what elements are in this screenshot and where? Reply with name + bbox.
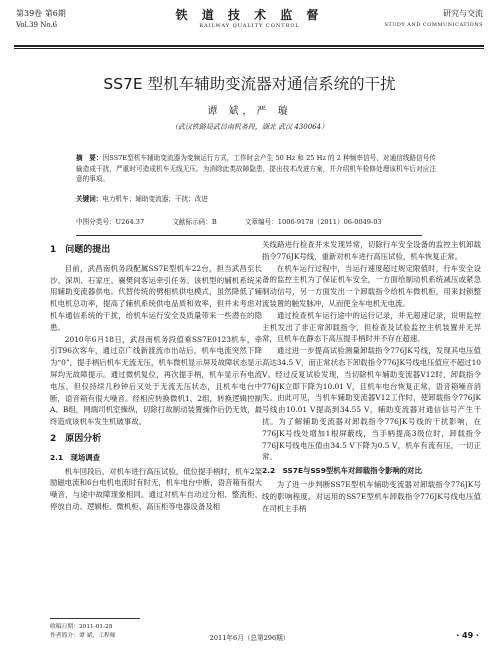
footnote-rule	[50, 618, 140, 619]
paragraph: 2010年6月18日，武昌南机务段值乘SS7E0123机车，牵引T96次客车，通过京广线新渡流市出站后，机车电流突然下降为“0”，提手柄后机车无流无压，机车微机显示屏及故障状态显示屏均无故障提示。通过微机复位，再次提手柄，机车显示有电流电压，但仅持续几秒钟后又处于无流无压状态，且机车电台中断，语音箱有很大噪音。经相应转换微机1、2组，转换逻辑控制A、B组，网端司机室操纵，切除打故制动装置操作后仍无效，最终造成该机车发生机破事故。	[50, 334, 262, 427]
author-introduction: 作者简介：谭 斌，工程师	[50, 633, 116, 639]
classification-line	[76, 216, 436, 226]
paragraph: 在机车运行过程中，当运行速度超过规定限值时，行车安全设备的监控主机为了保证机车安全，一方面给制动机系统减压或紧急制动信号，另一方面发出一个卸载指令给机车微机柜，用来封锁整流装置的触发脉冲，从而使全车电机无电流。	[262, 263, 481, 308]
abstract-rule	[76, 235, 422, 236]
paragraph: 为了进一步判断SS7E型机车辅助变流器对卸载指令776JK号线的影响程度，对运用的SS7E型机车卸载指令776JK号线电压值在司机主手柄	[262, 479, 481, 513]
issue-footer: 2011年6月（总第296期）	[209, 634, 290, 642]
running-header	[0, 6, 499, 46]
column-name-en: STUDY AND COMMUNICATIONS	[384, 22, 483, 28]
affiliation: （武汉铁路局武昌南机务段，湖北 武汉 430064）	[170, 123, 329, 131]
abstract	[76, 153, 436, 185]
journal-title-en: RAILWAY QUALITY CONTROL	[199, 23, 300, 29]
header-rule-thick	[14, 45, 484, 47]
article-title: SS7E 型机车辅助变流器对通信系统的干扰	[103, 75, 396, 93]
left-column	[50, 239, 262, 513]
section-2-1-heading: 2.1 现场调查	[50, 452, 101, 462]
article-number: 文章编号：1006-9178（2011）06-0049-03	[244, 218, 382, 226]
clc-number: 中图分类号：U264.37	[76, 218, 145, 226]
volume-number-cn: 第39卷 第6期	[16, 9, 66, 18]
paragraph: 目前，武昌南机务段配属SS7E型机车22台，担当武昌至长沙、深圳、石家庄、襄樊间客运牵引任务。该机型的辅机系统采用辅助变流器供电。代替传统的劈相机供电模式，虽然降低了辅机电机总功率，提高了辅机系统供电品质和效率，但并未考虑对机车通信系统的干扰，给机车运行安全及质量带来一些潜在的隐患。	[50, 263, 262, 332]
journal-title-cn: 铁 道 技 术 监 督	[175, 8, 324, 22]
paragraph: 关线路进行检查并未发现异常，切除行车安全设备的监控主机卸载指令776JK号线，重新对机车进行高压试验，机车恢复正常。	[262, 240, 481, 261]
header-rule-thin	[14, 48, 484, 49]
volume-number-en: Vol.39 No.6	[16, 21, 58, 29]
paragraph: 机车回段后，对机车进行高压试验，低位提手柄时，机车2架励磁电流和6台电机电流时有时无，机车电台中断，语音箱有很大噪音，与途中故障现象相同。通过对机车自动过分相、整流柜、停放自动、逻辑柜、微机柜、高压柜等电器设备及相	[50, 466, 262, 511]
section-1-heading: 1 问题的提出	[50, 245, 111, 255]
right-column	[262, 239, 481, 514]
abstract-label: 摘 要：	[76, 154, 103, 162]
abstract-text: 因SS7E型机车辅助变流器为变频运行方式，工作时会产生 50 Hz 和 25 Hz 的 2 种频率信号，对通信线路信号传输造成干扰，严重时可造成机车无线无压。为消除此类故障隐患，提出技术改进方案，并介绍机车检修处理该机车后对应注意的事项。	[76, 154, 436, 183]
keywords-label: 关键词：	[76, 195, 103, 203]
page-number: · 49 ·	[456, 631, 479, 640]
section-2-heading: 2 原因分析	[50, 433, 102, 444]
keywords	[76, 193, 436, 203]
received-date: 收稿日期：2011-01-28	[50, 624, 113, 630]
paragraph: 通过进一步提高试验测量卸载指令776JK号线，发现其电压值高达34.5 V，而正常状态下卸载指令776JK号线电压值应不超过10 V。经过反复试验发现，当切除机车辅助变流器V12时，卸载指令776JK立即下降为10.01 V，且机车电台恢复正常，语音箱噪音消失。由此可见，当机车辅助变流器V12工作时，使卸载指令776JK号线由10.01 V提高到34.55 V，辅助变流器对通信信号产生干扰。为了解辅助变流器对卸载指令776JK号线的干扰影响，在776JK号线处增加1根屏蔽线，当手柄提高3级位时，卸载指令776JK号线电压值由34.5 V下降为0.5 V，机车有流有压，一切正常。	[262, 346, 481, 462]
authors: 谭 斌，严 璇	[207, 106, 292, 117]
keywords-text: 电力机车；辅助变流器；干扰；改进	[102, 195, 208, 203]
section-2-2-heading: 2.2 SS7E与SS9型机车对卸载指令影响的对比	[262, 466, 422, 476]
column-name-cn: 研究与交流	[443, 9, 483, 18]
document-code: 文献标示码：B	[172, 218, 217, 226]
paragraph: 通过检查机车运行途中的运行记录，并无超速记录，说明监控主机发出了非正常卸载指令，但检查及试验监控主机装置并无异常，且机车在静态下高压提手柄时并不存在超速。	[262, 310, 481, 344]
